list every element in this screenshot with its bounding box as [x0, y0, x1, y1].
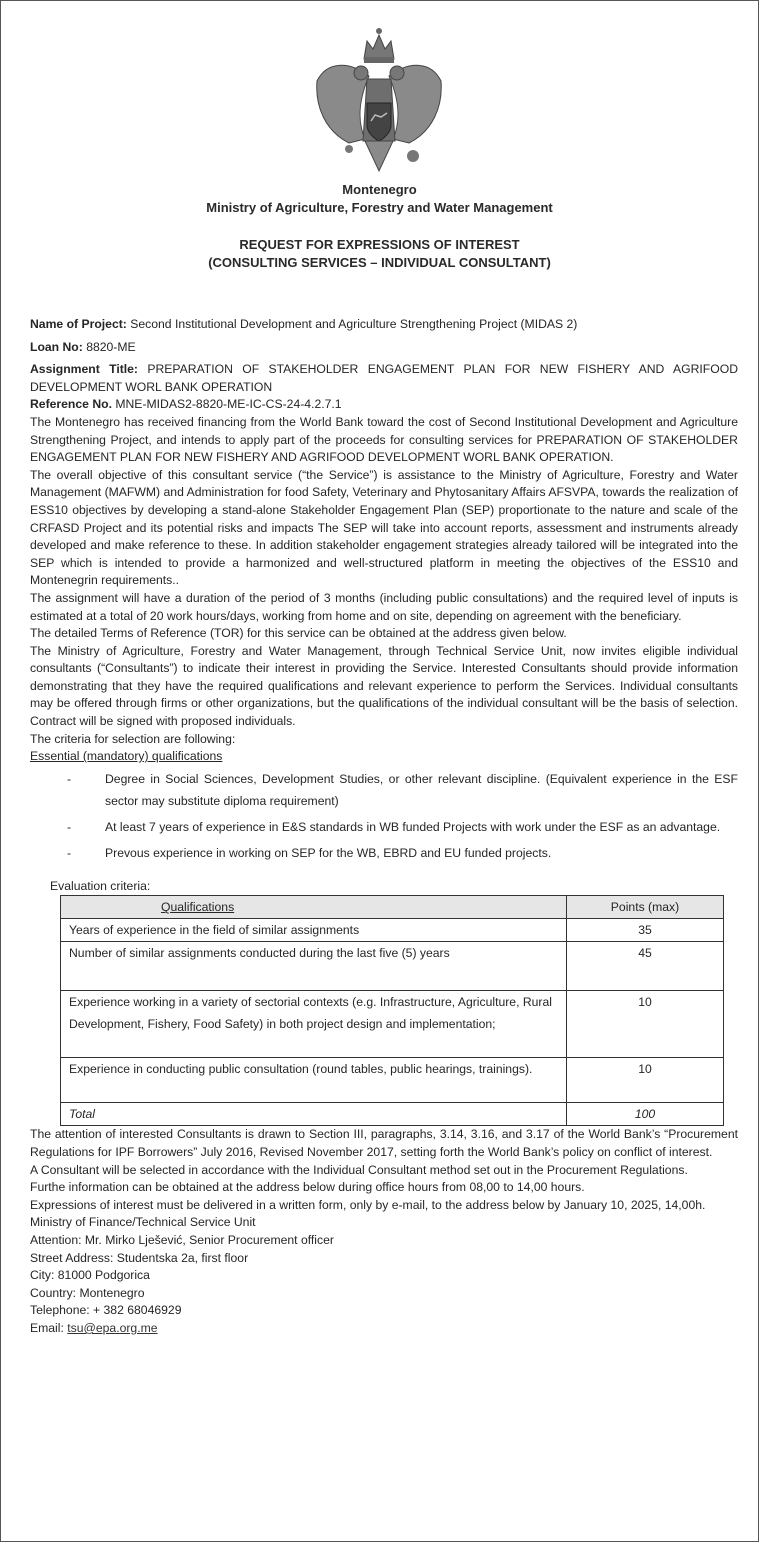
- objective-paragraph: The overall objective of this consultant service (“the Service”) is assistance to the Ministry of Agriculture, Forestry and Water Management (MAFWM) and Administration for food Safety, Veterinary and Phytosanitary Affairs AFSVPA, towards the realization of ESS10 objectives by developing a stand-alone Stakeholder Engagement Plan (SEP) proportionate to the nature and scale of the CRFASD Project and its potential risks and impacts The SEP will take into account reports, assessment and instruments already developed and make reference to these. In addition stakeholder engagement strategies already tailored will be integrated into the SEP which is intended to provide a harmonized and well-structured platform in meeting the objectives of the ESS10 and Montenegrin requirements..: [30, 467, 738, 588]
- list-item: - At least 7 years of experience in E&S standards in WB funded Projects with work under the ESF as an advantage.: [105, 816, 738, 838]
- contact-attention: Attention: Mr. Mirko Lješević, Senior Procurement officer: [30, 1233, 334, 1247]
- list-dash: -: [67, 771, 72, 786]
- points-cell: 10: [567, 1058, 724, 1103]
- total-value: 100: [567, 1103, 724, 1126]
- document-title: [1, 236, 758, 272]
- points-cell: 10: [567, 991, 724, 1058]
- criteria-intro: The criteria for selection are following:: [30, 731, 236, 746]
- evaluation-table: [60, 895, 724, 1126]
- table-row: [61, 991, 724, 1058]
- table-row: [61, 919, 724, 942]
- list-item: - Prevous experience in working on SEP for the WB, EBRD and EU funded projects.: [105, 842, 738, 864]
- country-name: Montenegro: [342, 182, 417, 197]
- column-header-qualifications: Qualifications: [61, 896, 567, 919]
- method-paragraph: A Consultant will be selected in accordance with the Individual Consultant method set out in the Procurement Regulations.: [30, 1162, 688, 1177]
- evaluation-label: Evaluation criteria:: [50, 878, 151, 893]
- contact-city: City: 81000 Podgorica: [30, 1268, 150, 1283]
- criterion-cell: Experience in conducting public consultation (round tables, public hearings, trainings).: [61, 1058, 567, 1103]
- title-line-1: REQUEST FOR EXPRESSIONS OF INTEREST: [239, 237, 520, 252]
- title-line-2: (CONSULTING SERVICES – INDIVIDUAL CONSULTANT): [208, 255, 551, 270]
- ministry-name: Ministry of Agriculture, Forestry and Water Management: [206, 200, 553, 215]
- deadline-paragraph: Expressions of interest must be delivered in a written form, only by e-mail, to the address below by January 10, 2025, 14,00h.: [30, 1197, 706, 1212]
- points-cell: 45: [567, 942, 724, 991]
- contact-country: Country: Montenegro: [30, 1285, 145, 1300]
- qualifications-list: [30, 768, 738, 864]
- assignment-title: Assignment Title: PREPARATION OF STAKEHOLDER ENGAGEMENT PLAN FOR NEW FISHERY AND AGRIFOOD DEVELOPMENT WORL BANK OPERATION: [30, 362, 739, 394]
- column-header-points: Points (max): [567, 896, 724, 919]
- contact-telephone: Telephone: + 382 68046929: [30, 1303, 182, 1318]
- conflict-paragraph: The attention of interested Consultants is drawn to Section III, paragraphs, 3.14, 3.16, and 3.17 of the World Bank’s “Procurement Regulations for IPF Borrowers” July 2016, Revised November 2017, setting forth the World Bank’s policy on conflict of interest.: [30, 1127, 738, 1160]
- criterion-cell: Experience working in a variety of sectorial contexts (e.g. Infrastructure, Agriculture, Rural Development, Fishery, Food Safety) in both project design and implementation;: [61, 991, 567, 1058]
- points-cell: 35: [567, 919, 724, 942]
- contact-email: Email: tsu@epa.org.me: [30, 1320, 158, 1335]
- criterion-cell: Number of similar assignments conducted during the last five (5) years: [61, 942, 567, 991]
- invitation-paragraph: The Ministry of Agriculture, Forestry and Water Management, through Technical Service Unit, now invites eligible individual consultants (“Consultants”) to indicate their interest in providing the Service. Interested Consultants should provide information demonstrating that they have the required qualifications and relevant experience to perform the Services. Individual consultants may be offered through firms or other organizations, but the qualifications of the individual consultant will be the basis of selection. Contract will be signed with proposed individuals.: [30, 643, 738, 729]
- duration-paragraph: The assignment will have a duration of the period of 3 months (including public consultations) and the required level of inputs is estimated at a total of 20 work hours/days, working from home and on site, depending on agreement with the beneficiary.: [30, 590, 738, 623]
- tor-paragraph: The detailed Terms of Reference (TOR) for this service can be obtained at the address given below.: [30, 626, 567, 641]
- document-body: [30, 316, 738, 1338]
- contact-unit: Ministry of Finance/Technical Service Unit: [30, 1215, 256, 1230]
- reference-number: Reference No. MNE-MIDAS2-8820-ME-IC-CS-24-4.2.7.1: [30, 397, 342, 412]
- email-link[interactable]: tsu@epa.org.me: [67, 1320, 158, 1335]
- qualifications-heading: Essential (mandatory) qualifications: [30, 749, 223, 764]
- table-header-row: [61, 896, 724, 919]
- table-row: [61, 942, 724, 991]
- list-item: - Degree in Social Sciences, Development Studies, or other relevant discipline. (Equivalent experience in the ESF sector may substitute diploma requirement): [105, 768, 738, 812]
- hours-paragraph: Furthe information can be obtained at the address below during office hours from 08,00 to 14,00 hours.: [30, 1180, 585, 1195]
- list-dash: -: [67, 845, 72, 860]
- list-dash: -: [67, 819, 72, 834]
- ministry-header: [1, 181, 758, 217]
- criterion-cell: Years of experience in the field of similar assignments: [61, 919, 567, 942]
- contact-street: Street Address: Studentska 2a, first floor: [30, 1250, 249, 1265]
- financing-paragraph: The Montenegro has received financing from the World Bank toward the cost of Second Institutional Development and Agriculture Strengthening Project, and intends to apply part of the proceeds for consulting services for PREPARATION OF STAKEHOLDER ENGAGEMENT PLAN FOR NEW FISHERY AND AGRIFOOD DEVELOPMENT WORL BANK OPERATION.: [30, 414, 738, 465]
- project-name: Name of Project: Second Institutional Development and Agriculture Strengthening Project (MIDAS 2): [30, 317, 578, 331]
- total-row: [61, 1103, 724, 1126]
- contact-block: [30, 1214, 738, 1337]
- total-label: Total: [61, 1103, 567, 1126]
- loan-number: Loan No: 8820-ME: [30, 339, 136, 354]
- table-row: [61, 1058, 724, 1103]
- coat-of-arms-of-montenegro-icon: [309, 21, 449, 181]
